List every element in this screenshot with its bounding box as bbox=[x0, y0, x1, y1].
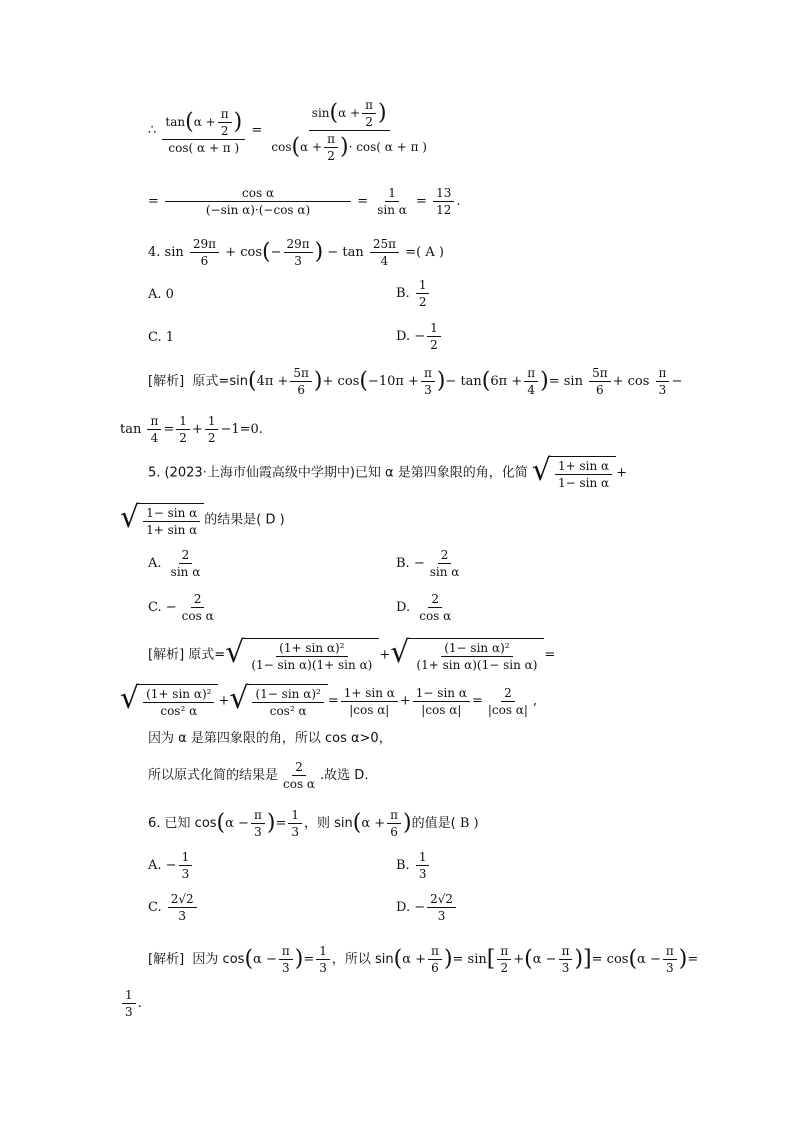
q5-option-c[interactable]: C. − $\frac{2}{\text{cos α}}$ bbox=[148, 592, 214, 623]
q4-option-d[interactable]: D. − $\frac{1}{2}$ bbox=[396, 321, 443, 352]
q6-option-d[interactable]: D. − $\frac{2√2}{3}$ bbox=[396, 892, 458, 923]
analysis-tag: [解析] bbox=[148, 374, 185, 389]
question-5-stem: 5. (2023·上海市仙霞高级中学期中)已知 α 是第四象限的角，化简 √ $\frac{\text{1+ sin α}}{\text{1− sin α}}$ + bbox=[148, 453, 628, 490]
therefore-symbol: ∴ bbox=[148, 123, 157, 138]
answer-q6: B bbox=[459, 816, 470, 831]
q6-option-a[interactable]: A. − $\frac{1}{3}$ bbox=[148, 850, 194, 881]
fraction-cos-over-product: $\frac{\text{cos α}}{\text{(−sin α)·(−cos α)}}$ bbox=[165, 186, 351, 217]
q4-analysis-cont: tan $\frac{\pi}{4}$ = $\frac{1}{2}$ + $\frac{1}{2}$ −1=0. bbox=[120, 414, 263, 445]
q6-analysis-cont: $\frac{1}{3}$ . bbox=[120, 988, 142, 1019]
q4-option-c[interactable]: C. 1 bbox=[148, 330, 175, 345]
q5-analysis-line-3: 因为 α 是第四象限的角，所以 cos α>0， bbox=[148, 731, 392, 746]
q4-option-b[interactable]: B. $\frac{1}{2}$ bbox=[396, 278, 431, 309]
answer-q4: A bbox=[425, 245, 435, 260]
q5-option-d[interactable]: D. $\frac{2}{\text{cos α}}$ bbox=[396, 592, 452, 623]
q5-option-a[interactable]: A. $\frac{2}{\text{sin α}}$ bbox=[148, 548, 201, 579]
fraction-13-over-12: $\frac{13}{12}$ bbox=[433, 186, 454, 217]
fraction-one-over-sin: $\frac{1}{\text{sin α}}$ bbox=[377, 186, 407, 217]
fraction-sin-over-product: sin(α + $\frac{\pi}{2}$ ) cos(α + $\frac{\pi}{2}$ )· cos( α + π ) bbox=[271, 98, 427, 163]
question-4-stem: 4. sin $\frac{29\pi}{6}$ + cos(− $\frac{29\pi}{3}$ ) − tan $\frac{25\pi}{4}$ =( A ) bbox=[148, 237, 444, 268]
q6-option-c[interactable]: C. $\frac{2√2}{3}$ bbox=[148, 892, 199, 923]
equation-line-1: ∴ tan(α + $\frac{\pi}{2}$ ) cos( α + π ) = sin(α + $\frac{\pi}{2}$ ) cos(α + $\frac{\pi}{2}$ )· cos( α + π ) bbox=[148, 98, 432, 163]
q4-analysis: [解析] 原式=sin(4π + $\frac{5\pi}{6}$ )+ cos(−10π + $\frac{\pi}{3}$ )− tan(6π + $\frac{\pi}{4}$ )= sin $\frac{5\pi}{6}$ + cos $\frac{\pi}{3}$ − bbox=[148, 366, 683, 397]
question-5-stem-cont: √ $\frac{\text{1− sin α}}{\text{1+ sin α}}$ 的结果是( D ) bbox=[120, 500, 285, 537]
q6-option-b[interactable]: B. $\frac{1}{3}$ bbox=[396, 850, 431, 881]
q5-analysis-line-2: √ $\frac{\text{(1+ sin α)²}}{\text{cos² α}}$ + √ $\frac{\text{(1− sin α)²}}{\text{cos² α}}$ = $\frac{\text{1+ sin α}}{\text{|cos α|}}$ + $\frac{\text{1− sin α}}{\text{|cos α|}}$ = $\frac{2}{\text{|cos α|}}$ , bbox=[120, 681, 538, 718]
equation-line-2: = $\frac{\text{cos α}}{\text{(−sin α)·(−cos α)}}$ = $\frac{1}{\text{sin α}}$ = $\frac{13}{12}$ . bbox=[148, 186, 461, 217]
q5-option-b[interactable]: B. − $\frac{2}{\text{sin α}}$ bbox=[396, 548, 460, 579]
q5-analysis-line-4: 所以原式化简的结果是 $\frac{2}{\text{cos α}}$ .故选 D. bbox=[148, 760, 369, 791]
q4-option-a[interactable]: A. 0 bbox=[148, 287, 174, 302]
question-6-stem: 6. 已知 cos(α − $\frac{\pi}{3}$ )= $\frac{1}{3}$ ，则 sin(α + $\frac{\pi}{6}$ )的值是( B ) bbox=[148, 808, 479, 839]
fraction-tan-over-cos: tan(α + $\frac{\pi}{2}$ ) cos( α + π ) bbox=[162, 107, 245, 155]
q6-analysis: [解析] 因为 cos(α − $\frac{\pi}{3}$ )= $\frac{1}{3}$ ，所以 sin(α + $\frac{\pi}{6}$ )= sin[ $\frac{\pi}{2}$ +(α − $\frac{\pi}{3}$ )]= cos(α − $\frac{\pi}{3}$ )= bbox=[148, 944, 699, 975]
q5-analysis-line-1: [解析] 原式= √ $\frac{\text{(1+ sin α)²}}{\text{(1− sin α)(1+ sin α)}}$ + √ $\frac{\text{(1− sin α)²}}{\text{(1+ sin α)(1− sin α)}}$ = bbox=[148, 635, 556, 672]
